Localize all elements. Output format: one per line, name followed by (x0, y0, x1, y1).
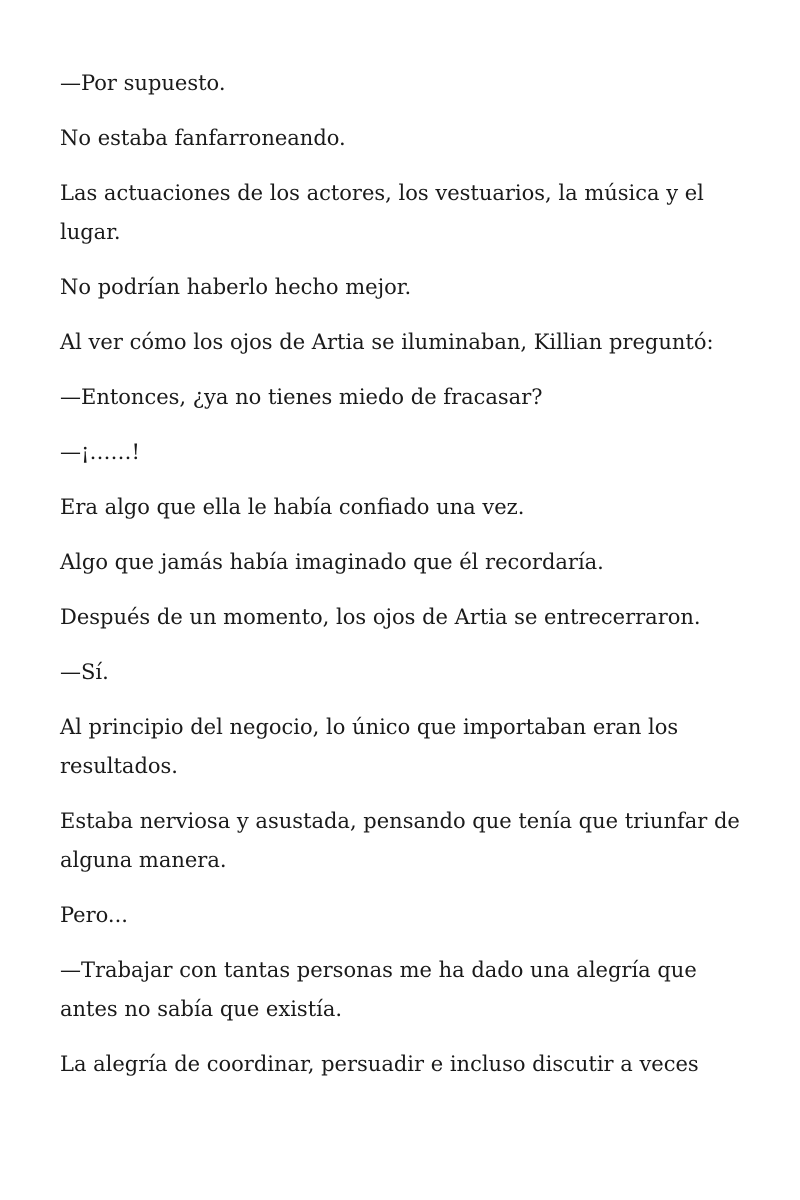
paragraph: —Sí. (60, 660, 109, 684)
paragraph: Las actuaciones de los actores, los vestuarios, la música y el lugar. (60, 181, 704, 244)
paragraph: Al principio del negocio, lo único que importaban eran los resultados. (60, 715, 679, 778)
paragraph: Algo que jamás había imaginado que él recordaría. (60, 550, 604, 574)
paragraph: Era algo que ella le había confiado una vez. (60, 495, 525, 519)
paragraph: —Entonces, ¿ya no tienes miedo de fracasar? (60, 385, 543, 409)
paragraph: No estaba fanfarroneando. (60, 126, 346, 150)
paragraph: —Por supuesto. (60, 71, 226, 95)
paragraph: Después de un momento, los ojos de Artia se entrecerraron. (60, 605, 701, 629)
paragraph: —¡……! (60, 440, 140, 464)
paragraph: No podrían haberlo hecho mejor. (60, 275, 412, 299)
paragraph: —Trabajar con tantas personas me ha dado una alegría que antes no sabía que existía. (60, 958, 697, 1021)
paragraph: Al ver cómo los ojos de Artia se iluminaban, Killian preguntó: (60, 330, 714, 354)
document-body (60, 64, 750, 1100)
paragraph: Estaba nerviosa y asustada, pensando que tenía que triunfar de alguna manera. (60, 809, 740, 872)
paragraph: La alegría de coordinar, persuadir e incluso discutir a veces (60, 1052, 699, 1076)
paragraph: Pero... (60, 903, 128, 927)
